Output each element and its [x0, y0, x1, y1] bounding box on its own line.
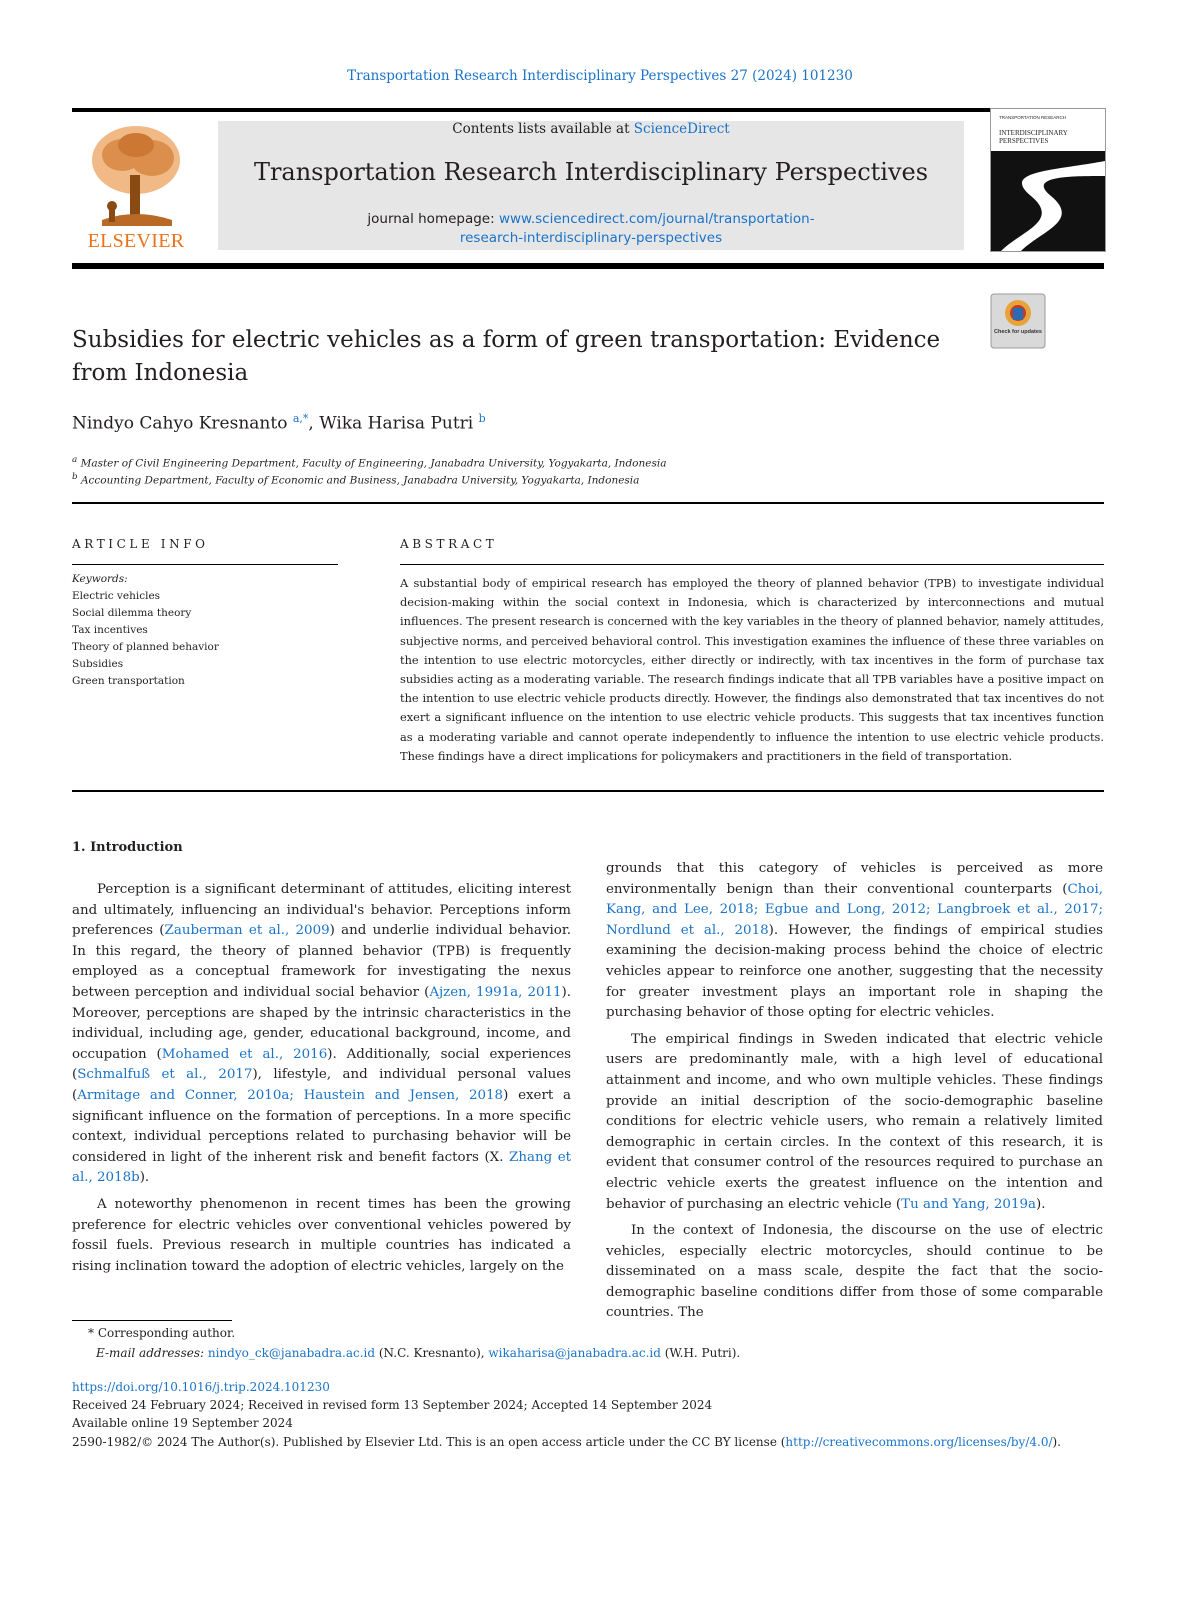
- abstract-text: A substantial body of empirical research has employed the theory of planned behavior (TPB) to investigate individual decision-making within the social context in Indonesia, which is characterized by interconnections and mutual influences. The present research is concerned with the key variables in the theory of planned behavior, namely attitudes, subjective norms, and perceived behavioral control. This investigation examines the influence of these three variables on the intention to use electric motorcycles, either directly or indirectly, with tax incentives in the form of purchase tax subsidies acting as a moderating variable. The research findings indicate that all TPB variables have a positive impact on the intention to use electric vehicle products directly. However, the findings also demonstrated that tax incentives do not exert a significant influence on the intention to use electric vehicle products. This suggests that tax incentives function as a moderating variable and cannot operate independently to influence the intention to use electric vehicle products. These findings have a direct implications for policymakers and practitioners in the field of transportation.: [400, 576, 1104, 763]
- intro-paragraph-5: In the context of Indonesia, the discourse on the use of electric vehicles, especially electric motorcycles, should continue to be disseminated on a mass scale, despite the fact that the socio-demographic baseline conditions differ from those of some comparable countries. The: [606, 1223, 1103, 1321]
- citation-link[interactable]: Schmalfuß et al., 2017: [77, 1067, 253, 1083]
- license-end: ).: [1052, 1435, 1061, 1449]
- intro-paragraph-4: [606, 1030, 1103, 1215]
- section-heading-introduction: 1. Introduction: [72, 840, 183, 855]
- paragraph-text: ).: [1035, 1196, 1046, 1212]
- email-owner: (W.H. Putri).: [660, 1346, 741, 1360]
- author-name: Nindyo Cahyo Kresnanto: [72, 413, 288, 434]
- check-for-updates-label: Check for updates: [994, 329, 1042, 335]
- affiliation-rule: [72, 502, 1104, 504]
- paragraph-text: ).: [139, 1170, 150, 1186]
- keywords-block: [72, 571, 219, 690]
- abstract-bottom-rule: [72, 790, 1104, 792]
- doi-link[interactable]: https://doi.org/10.1016/j.trip.2024.101230: [72, 1380, 330, 1394]
- footnote-rule: [72, 1320, 232, 1321]
- homepage-prefix: journal homepage:: [367, 211, 499, 227]
- paragraph-text: grounds that this category of vehicles is perceived as more environmentally benign than their conventional counterparts (: [606, 861, 1103, 897]
- affiliation-a: [72, 455, 666, 470]
- article-info-heading: ARTICLE INFO: [72, 537, 209, 551]
- journal-cover-thumbnail[interactable]: [990, 108, 1106, 252]
- homepage-link-line1[interactable]: www.sciencedirect.com/journal/transportation-: [498, 211, 815, 227]
- article-title: Subsidies for electric vehicles as a form of green transportation: Evidence from Indonesia: [72, 327, 941, 386]
- footnote-star: *: [88, 1326, 94, 1340]
- body-column-right: [606, 859, 1103, 1324]
- email-owner: (N.C. Kresnanto),: [375, 1346, 489, 1360]
- author-affiliation-mark[interactable]: b: [478, 412, 486, 425]
- intro-paragraph-3: [606, 859, 1103, 1024]
- author-name: Wika Harisa Putri: [319, 413, 474, 434]
- keyword-item: Social dilemma theory: [72, 607, 192, 619]
- body-column-left: [72, 880, 571, 1277]
- corresponding-author-note: [88, 1326, 235, 1340]
- cover-title-line1: TRANSPORTATION RESEARCH: [999, 115, 1067, 120]
- affiliation-b: [72, 472, 639, 487]
- license-text: 2590-1982/© 2024 The Author(s). Published by Elsevier Ltd. This is an open access article under the CC BY license (: [72, 1435, 786, 1449]
- email-link[interactable]: nindyo_ck@janabadra.ac.id: [207, 1346, 376, 1360]
- affiliation-mark: a: [72, 455, 78, 465]
- check-for-updates-icon: [990, 293, 1046, 349]
- citation-link[interactable]: Zauberman et al., 2009: [164, 923, 330, 939]
- journal-citation-link[interactable]: Transportation Research Interdisciplinary Perspectives 27 (2024) 101230: [347, 68, 853, 84]
- affiliation-text: Master of Civil Engineering Department, Faculty of Engineering, Janabadra University, Yogyakarta, Indonesia: [80, 457, 667, 470]
- citation-link[interactable]: Choi, Kang, and Lee, 2018; Egbue and Long, 2012; Langbroek et al., 2017; Nordlund et al., 2018: [606, 881, 1103, 938]
- header-rule-bottom: [72, 263, 1104, 269]
- paragraph-text: ). Additionally, social experiences (: [72, 1046, 571, 1083]
- intro-paragraph-2: A noteworthy phenomenon in recent times has been the growing preference for electric vehicles over conventional vehicles powered by fossil fuels. Previous research in multiple countries has indicated a rising inclination toward the adoption of electric vehicles, largely on the: [72, 1196, 571, 1274]
- author-list: Nindyo Cahyo Kresnanto $^{a,*}$, Wika Harisa Putri $^b$: [72, 412, 486, 434]
- abstract-rule: [400, 564, 1104, 565]
- keywords-label: Keywords:: [72, 573, 128, 585]
- citation-link[interactable]: Armitage and Conner, 2010a; Haustein and Jensen, 2018: [77, 1087, 504, 1103]
- citation-link[interactable]: Tu and Yang, 2019a: [901, 1196, 1036, 1212]
- footnote-text: Corresponding author.: [97, 1326, 236, 1340]
- article-info-rule: [72, 564, 338, 565]
- paragraph-text: ), lifestyle, and individual personal values (: [72, 1067, 571, 1103]
- journal-homepage: [218, 210, 964, 248]
- journal-name: Transportation Research Interdisciplinary Perspectives: [253, 158, 929, 186]
- author-affiliation-mark[interactable]: a,*: [292, 412, 309, 425]
- affiliation-text: Accounting Department, Faculty of Economic and Business, Janabadra University, Yogyakarta, Indonesia: [80, 474, 640, 487]
- email-label: E-mail addresses:: [96, 1346, 205, 1360]
- paragraph-text: The empirical findings in Sweden indicated that electric vehicle users are predominantly male, with a high level of educational attainment and income, and who own multiple vehicles. These findings provide an initial description of the socio-demographic baseline conditions for electric vehicle users, who remain a relatively limited demographic in certain circles. In the context of this research, it is evident that consumer control of the resources required to purchase an electric vehicle exerts the greatest influence on the intention and behavior of purchasing an electric vehicle (: [606, 1031, 1103, 1212]
- cover-road-graphic: [991, 151, 1105, 251]
- header-rule-top: [72, 108, 1104, 112]
- intro-paragraph-1: [72, 880, 571, 1189]
- keyword-item: Subsidies: [72, 658, 124, 670]
- available-online-date: Available online 19 September 2024: [72, 1416, 293, 1430]
- abstract-heading: ABSTRACT: [400, 537, 498, 551]
- paragraph-text: ) exert a significant influence on the formation of perceptions. In a more specific context, individual perceptions related to purchasing behavior will be considered in light of the inherent risk and benefit factors (X.: [72, 1087, 571, 1165]
- citation-link[interactable]: Mohamed et al., 2016: [161, 1046, 328, 1062]
- homepage-link-line2[interactable]: research-interdisciplinary-perspectives: [459, 230, 723, 246]
- paragraph-text: ). Moreover, perceptions are shaped by the intrinsic characteristics in the individual, including age, gender, educational background, income, and occupation (: [72, 984, 572, 1062]
- keyword-item: Green transportation: [72, 675, 185, 687]
- contents-prefix: Contents lists available at: [452, 121, 634, 137]
- sciencedirect-link[interactable]: ScienceDirect: [633, 121, 730, 137]
- elsevier-wordmark: ELSEVIER: [87, 230, 185, 252]
- contents-line: [218, 121, 964, 137]
- paragraph-text: ) and underlie individual behavior. In this regard, the theory of planned behavior (TPB) is frequently employed as a conceptual framework for investigating the nexus between perception and individual social behavior (: [72, 923, 572, 1000]
- license-line: [72, 1435, 1061, 1449]
- affiliation-mark: b: [72, 472, 78, 482]
- check-for-updates-badge[interactable]: [990, 293, 1046, 349]
- citation-link[interactable]: Zhang et al., 2018b: [72, 1149, 572, 1186]
- received-dates: Received 24 February 2024; Received in revised form 13 September 2024; Accepted 14 September 2024: [72, 1398, 713, 1412]
- email-link[interactable]: wikaharisa@janabadra.ac.id: [488, 1346, 661, 1360]
- keyword-item: Tax incentives: [72, 624, 148, 636]
- keyword-item: Theory of planned behavior: [72, 641, 219, 653]
- license-link[interactable]: http://creativecommons.org/licenses/by/4.0/: [785, 1435, 1053, 1449]
- citation-link[interactable]: Ajzen, 1991a, 2011: [429, 984, 562, 1000]
- keyword-item: Electric vehicles: [72, 590, 161, 602]
- cover-title-line2: INTERDISCIPLINARY PERSPECTIVES: [999, 129, 1068, 145]
- email-addresses: [96, 1346, 740, 1360]
- paragraph-text: ). However, the findings of empirical studies examining the decision-making process behind the choice of electric vehicles appear to reinforce one another, suggesting that the necessity for greater investment plays an important role in shaping the purchasing behavior of those opting for electric vehicles.: [606, 922, 1103, 1021]
- paragraph-text: Perception is a significant determinant of attitudes, eliciting interest and ultimately, influencing an individual's behavior. Perceptions inform preferences (: [72, 882, 571, 939]
